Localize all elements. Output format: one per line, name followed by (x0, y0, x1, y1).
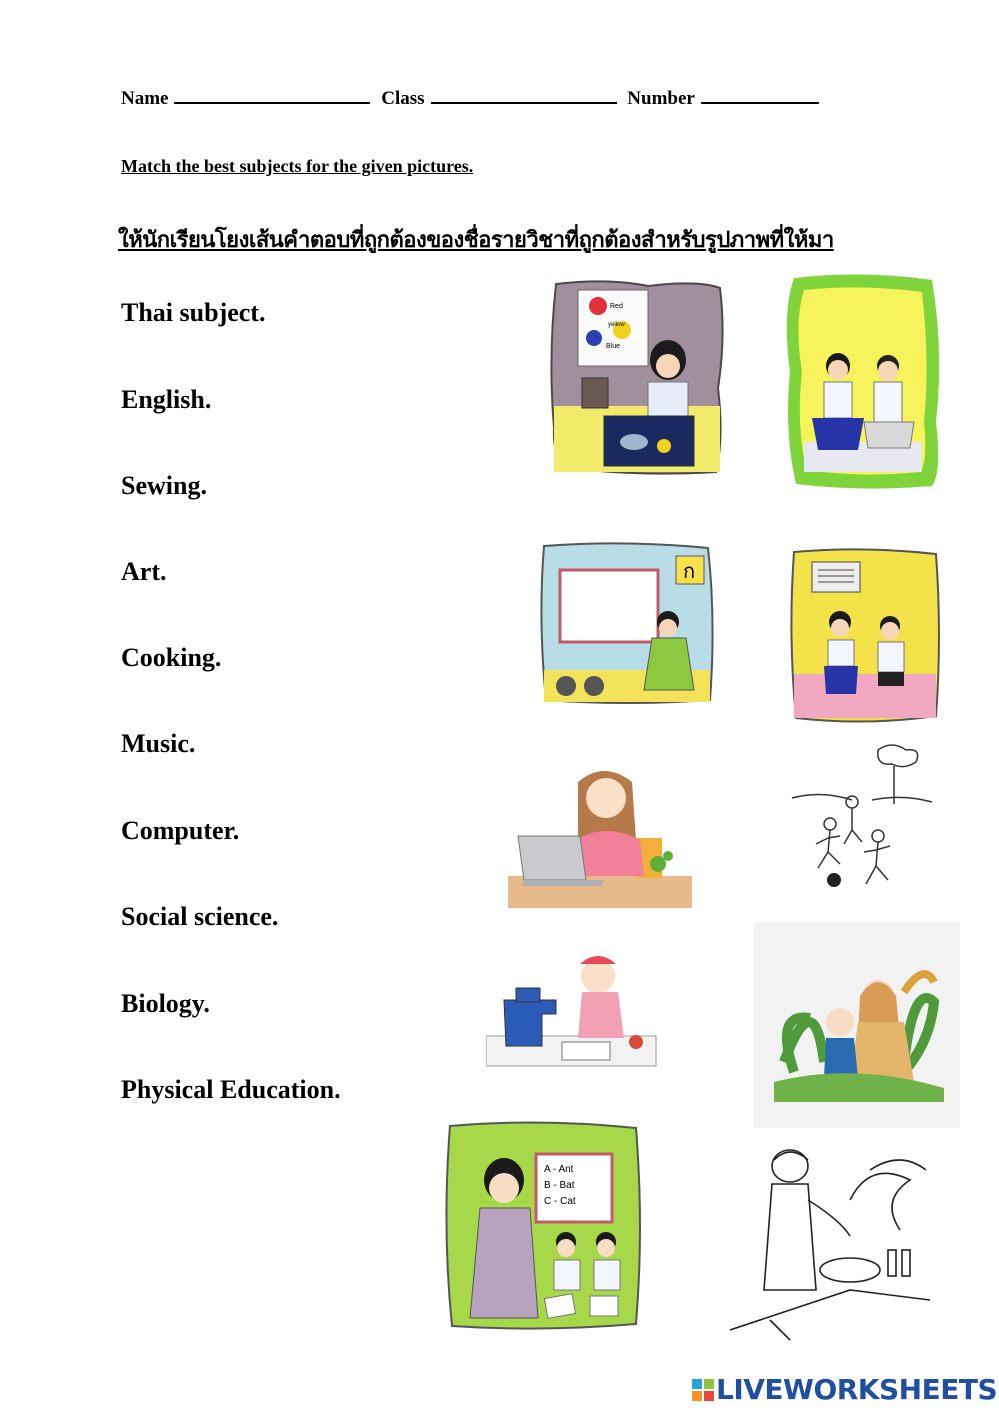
subject-sewing[interactable]: Sewing. (121, 471, 207, 500)
brand-name: LIVEWORKSHEETS (716, 1373, 998, 1406)
thai-class-picture[interactable] (536, 540, 718, 710)
physical-education-picture[interactable] (782, 740, 944, 910)
subject-thai[interactable]: Thai subject. (121, 298, 266, 327)
english-class-picture[interactable] (440, 1118, 644, 1340)
subject-music[interactable]: Music. (121, 729, 196, 758)
computer-picture[interactable] (508, 760, 694, 912)
art-class-picture[interactable] (548, 278, 726, 478)
subject-biology[interactable]: Biology. (121, 989, 210, 1018)
biology-picture[interactable] (754, 922, 960, 1128)
number-label: Number (627, 88, 695, 109)
instruction-thai: ให้นักเรียนโยงเส้นคำตอบที่ถูกต้องของชื่อรายวิชาที่ถูกต้องสำหรับรูปภาพที่ให้มา (118, 228, 834, 253)
art-label-blue: Blue (606, 343, 621, 350)
music-class-picture[interactable] (786, 546, 944, 732)
liveworksheets-logo-icon (692, 1379, 714, 1401)
name-blank[interactable] (174, 86, 370, 104)
subject-art[interactable]: Art. (121, 557, 167, 586)
class-label: Class (381, 88, 425, 109)
liveworksheets-logo (692, 1373, 997, 1406)
english-board-a: A - Ant (544, 1164, 574, 1175)
subject-english[interactable]: English. (121, 385, 212, 414)
student-info-line (121, 86, 825, 110)
art-label-yellow: yellow (608, 322, 625, 328)
subject-cooking[interactable]: Cooking. (121, 643, 222, 672)
english-board-c: C - Cat (544, 1196, 576, 1207)
subject-computer[interactable]: Computer. (121, 816, 240, 845)
english-board-b: B - Bat (544, 1180, 575, 1191)
thai-board-letter: ก (683, 559, 696, 583)
subject-social-science[interactable]: Social science. (121, 902, 279, 931)
subject-physical-education[interactable]: Physical Education. (121, 1075, 341, 1104)
number-blank[interactable] (701, 86, 819, 104)
sitting-students-picture[interactable] (782, 272, 944, 492)
sewing-picture[interactable] (486, 946, 658, 1072)
class-blank[interactable] (431, 86, 617, 104)
cooking-picture[interactable] (730, 1140, 936, 1346)
art-label-red: Red (610, 303, 623, 310)
name-label: Name (121, 88, 169, 109)
instruction-english: Match the best subjects for the given pictures. (121, 156, 474, 176)
